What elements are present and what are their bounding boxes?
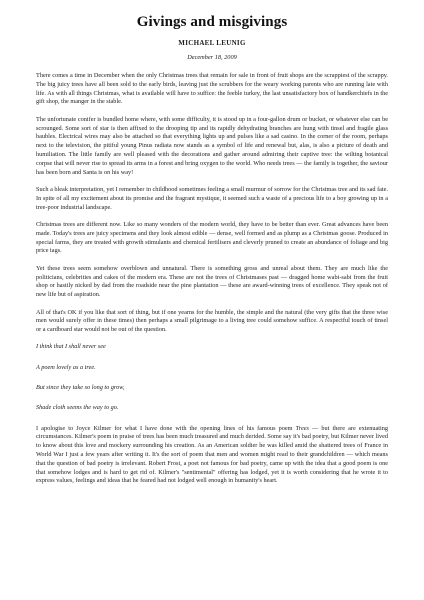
paragraph-3: Such a bleak interpretation, yet I remember in childhood sometimes feeling a small murmur of sorrow for the Christmas tree and its sad fate. In spite of all my excitement about its promise and the fragrant mystique, it seemed such a waste of a precious life to a boy growing up in a tree-poor industrial landscape. xyxy=(36,185,388,211)
paragraph-2: The unfortunate conifer is bundled home where, with some difficulty, it is stood up in a four-gallon drum or bucket, or whatever else can be scrounged. Some sort of star is then affixed to the drooping tip and its rapidly dehydrating branches are hung with tinsel and fragile glass baubles. Electrical wires may also be attached so that everything lights up and pulses like a sad casino. In the corner of the room, perhaps next to the television, the pitiful young Pinus radiata now stands as a symbol of life and renewal but, alas, is also a picture of death and humiliation. The little family are well pleased with the decorations and gather around admiring their captive tree: the wilting botanical corpse that will never rise to spread its arms in a forest and bring oxygen to the world. Who needs trees — the family is together, the saviour has been born and Santa is on his way! xyxy=(36,115,388,176)
verse-line-4: Shade cloth seems the way to go. xyxy=(36,404,119,412)
paragraph-4: Christmas trees are different now. Like so many wonders of the modern world, they have to be better than ever. Great advances have been made. Today's trees are juicy specimens and they look almost edible — dense, well formed and as plump as a Christmas goose. Produced in special farms, they are treated with growth stimulants and chemical fertilisers and cleverly pruned to create an abundance of foliage and big price tags. xyxy=(36,220,388,255)
paragraph-1: There comes a time in December when the only Christmas trees that remain for sale in front of fruit shops are the scrappiest of the scrappy. The big juicy trees have all been sold to the early birds, leaving just the scrubbers for the weary working parents who are running late with life. As with all things Christmas, what is available will have to suffice: the feeble turkey, the last unsatisfactory box of handkerchiefs in the gift shop, the manger in the stable. xyxy=(36,72,388,106)
paragraph-5: Yet these trees seem somehow overblown and unnatural. There is something gross and unreal about them. They are much like the politicians, celebrities and cakes of the modern era. These are not the trees of Christmases past — dragged home wabi-sabi from the fruit shop or hastily nicked by dad from the roadside near the pine plantation — these are award-winning trees of excellence. They speak not of new life but of aspiration. xyxy=(36,264,388,299)
article-title: Givings and misgivings xyxy=(136,14,288,30)
author-byline: MICHAEL LEUNIG xyxy=(178,39,246,47)
poem-title-trees: Trees xyxy=(295,424,309,432)
verse-line-2: A poem lovely as a tree. xyxy=(36,363,96,371)
paragraph-7-rest: — but there are extenuating circumstances. Kilmer's poem in praise of trees has been much treasured and much derided. Some say it's bad poetry, but Kilmer never lived to know about this love and mockery surrounding his creation. As an American soldier he was killed amid the shattered trees of France in World War I just a few years after writing it. It's the sort of poem that men and women might read to their grandchildren — which means that the question of bad poetry is irrelevant. Robert Frost, a poet not famous for bad poetry, came up with the idea that a good poem is one that somehow lodges and is hard to get rid of. Kilmer's "sentimental" offering has lodged, yet it is worth considering that he wrote it to express values, feelings and ideas that he feared had not lodged well enough in humanity's heart. xyxy=(36,424,388,485)
paragraph-7-lead: I apologise to Joyce Kilmer for what I have done with the opening lines of his famous poem xyxy=(36,424,296,432)
verse-line-1: I think that I shall never see xyxy=(36,343,106,351)
publication-date: December 18, 2009 xyxy=(187,54,237,61)
paragraph-7 xyxy=(36,425,388,487)
paragraph-6: All of that's OK if you like that sort of thing, but if one yearns for the humble, the simple and the natural (the very gifts that the three wise men would surely offer in these times) then perhaps a small pilgrimage to a living tree could somehow suffice. A respectful touch of tinsel or a cardboard star would not be out of the question. xyxy=(36,308,388,334)
verse-line-3: But since they take so long to grow, xyxy=(36,384,125,392)
